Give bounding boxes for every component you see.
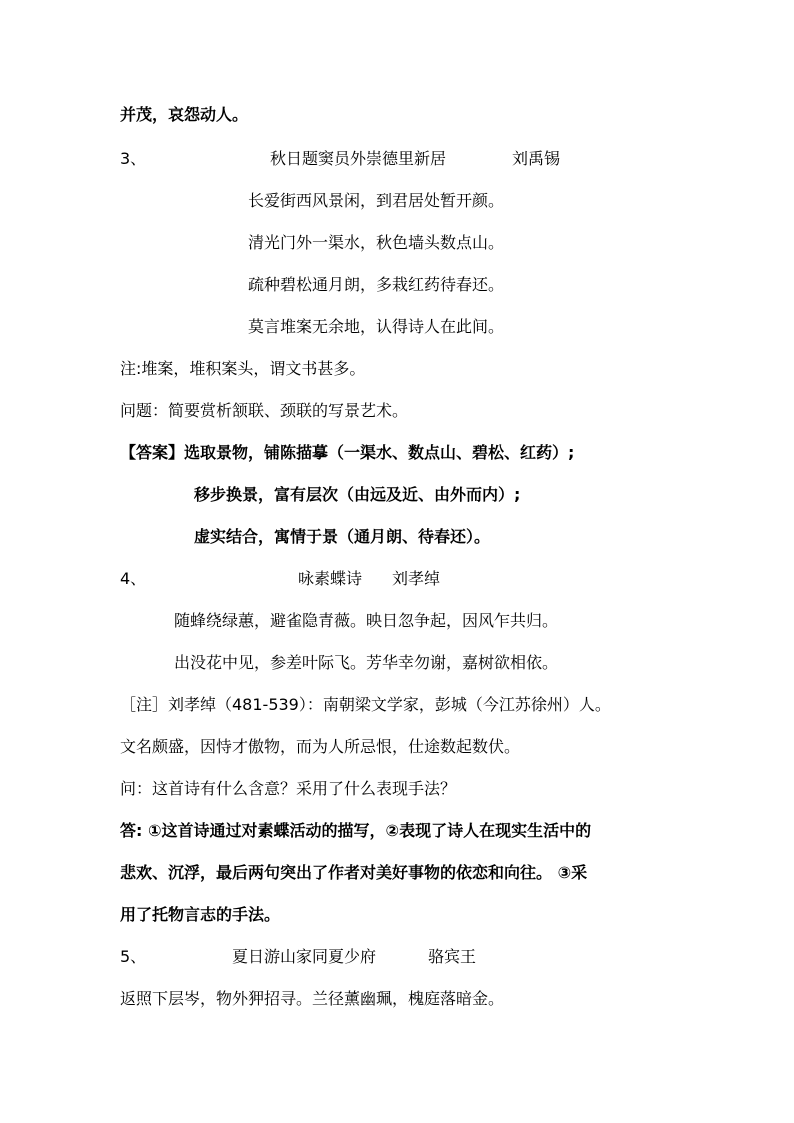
poem-title: 咏素蝶诗 (298, 569, 363, 588)
answer-text: 【答案】选取景物，铺陈描摹（一渠水、数点山、碧松、红药）; (120, 443, 575, 462)
poem-author: 刘孝绰 (392, 569, 441, 588)
answer-text: 虚实结合，寓情于景（通月朗、待春还）。 (194, 527, 491, 546)
poem-line: 长爱街西风景闲，到君居处暂开颜。 (248, 191, 505, 210)
answer-text: 悲欢、沉浮，最后两句突出了作者对美好事物的依恋和向往。 ③采 (120, 863, 588, 882)
text-line: 并茂，哀怨动人。 (120, 105, 249, 124)
note-text: 注:堆案，堆积案头，谓文书甚多。 (120, 359, 366, 378)
note-text: 文名颇盛，因恃才傲物，而为人所忌恨，仕途数起数伏。 (120, 737, 521, 756)
item-number: 5、 (120, 947, 147, 966)
poem-line: 莫言堆案无余地，认得诗人在此间。 (248, 317, 505, 336)
note-text: ［注］刘孝绰（481-539）：南朝梁文学家，彭城（今江苏徐州）人。 (120, 695, 611, 714)
item-number: 3、 (120, 149, 147, 168)
poem-title: 秋日题窦员外崇德里新居 (270, 149, 447, 168)
question-text: 问题：简要赏析颔联、颈联的写景艺术。 (120, 401, 409, 420)
poem-line: 清光门外一渠水，秋色墙头数点山。 (248, 233, 505, 252)
question-text: 问：这首诗有什么含意？采用了什么表现手法？ (120, 779, 457, 798)
poem-author: 刘禹锡 (512, 149, 561, 168)
answer-text: 移步换景，富有层次（由远及近、由外而内）; (194, 485, 521, 504)
poem-line: 疏种碧松通月朗，多栽红药待春还。 (248, 275, 505, 294)
poem-title: 夏日游山家同夏少府 (232, 947, 377, 966)
item-number: 4、 (120, 569, 147, 588)
poem-line: 随蜂绕绿蕙，避雀隐青薇。映日忽争起，因风乍共归。 (174, 611, 559, 630)
answer-text: 用了托物言志的手法。 (120, 905, 281, 924)
poem-line: 返照下层岑，物外狎招寻。兰径薰幽珮，槐庭落暗金。 (120, 989, 505, 1008)
poem-line: 出没花中见，参差叶际飞。芳华幸勿谢，嘉树欲相依。 (174, 653, 559, 672)
answer-text: 答: ①这首诗通过对素蝶活动的描写，②表现了诗人在现实生活中的 (120, 821, 592, 840)
poem-author: 骆宾王 (428, 947, 477, 966)
